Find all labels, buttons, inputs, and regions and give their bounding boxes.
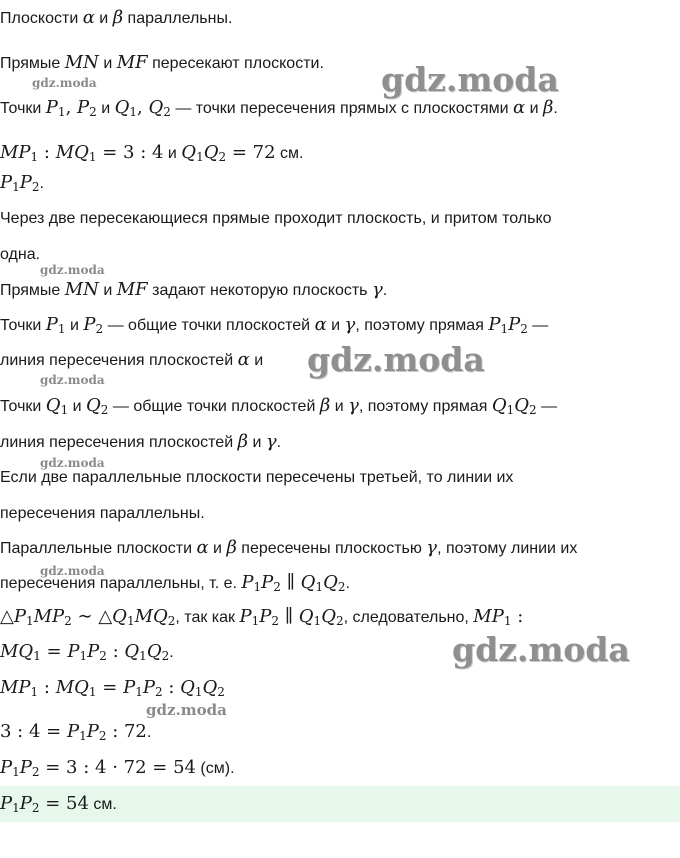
text-line-3: Точки $P_1$, $P_2$ и $Q_1$, $Q_2$ — точки пересечения прямых с плоскостями α и β. [0,97,558,119]
watermark-logo: gdz.moda [40,263,105,277]
text-line-7: одна. [0,246,41,263]
watermark-logo: gdz.moda [452,630,630,669]
text-line-12: линия пересечения плоскостей β и γ. [0,431,282,452]
text-line-9: Точки $P_1$ и $P_2$ — общие точки плоскостей α и γ, поэтому прямая $P_1P_2$ — [0,314,549,336]
text-line-2: Прямые MN и MF пересекают плоскости. [0,52,324,73]
text-line-18: $MQ_1 = P_1P_2$ : $Q_1Q_2$. [0,641,174,663]
text-line-1: Плоскости α и β параллельны. [0,7,233,28]
text-line-11: Точки $Q_1$ и $Q_2$ — общие точки плоскостей β и γ, поэтому прямая $Q_1Q_2$ — [0,395,558,417]
watermark-logo: gdz.moda [40,564,105,578]
text-line-20: 3 : $4 = P_1P_2$ : 72. [0,721,152,743]
text-line-5: $P_1P_2$. [0,172,44,194]
watermark-logo: gdz.moda [381,60,559,99]
text-line-4: $MP_1$ : $MQ_1 = 3$ : 4 и $Q_1Q_2 = 72$ см. [0,142,304,164]
text-line-15: Параллельные плоскости α и β пересечены плоскостью γ, поэтому линии их [0,537,578,558]
text-line-21: $P_1P_2 = 3$ : 4 · 72 = 54 (см). [0,757,235,779]
text-line-14: пересечения параллельны. [0,505,205,522]
watermark-logo: gdz.moda [146,701,227,719]
text-line-13: Если две параллельные плоскости пересечены третьей, то линии их [0,469,514,486]
answer-line: $P_1P_2 = 54$ см. [0,793,117,815]
text-line-17: $\triangle P_1MP_2$ ∼ $\triangle Q_1MQ_2$, так как $P_1P_2$ ∥ $Q_1Q_2$, следовательно, $MP_1$ : [0,606,524,628]
text-line-6: Через две пересекающиеся прямые проходит плоскость, и притом только [0,210,552,227]
watermark-logo: gdz.moda [40,456,105,470]
text-line-8: Прямые MN и MF задают некоторую плоскость γ. [0,279,388,300]
text-line-10: линия пересечения плоскостей α и [0,349,264,370]
text-line-16: пересечения параллельны, т. е. $P_1P_2$ ∥ $Q_1Q_2$. [0,572,350,594]
watermark-logo: gdz.moda [32,76,97,90]
text-line-19: $MP_1$ : $MQ_1 = P_1P_2$ : $Q_1Q_2$ [0,677,225,699]
watermark-logo: gdz.moda [40,373,105,387]
watermark-logo: gdz.moda [307,340,485,379]
